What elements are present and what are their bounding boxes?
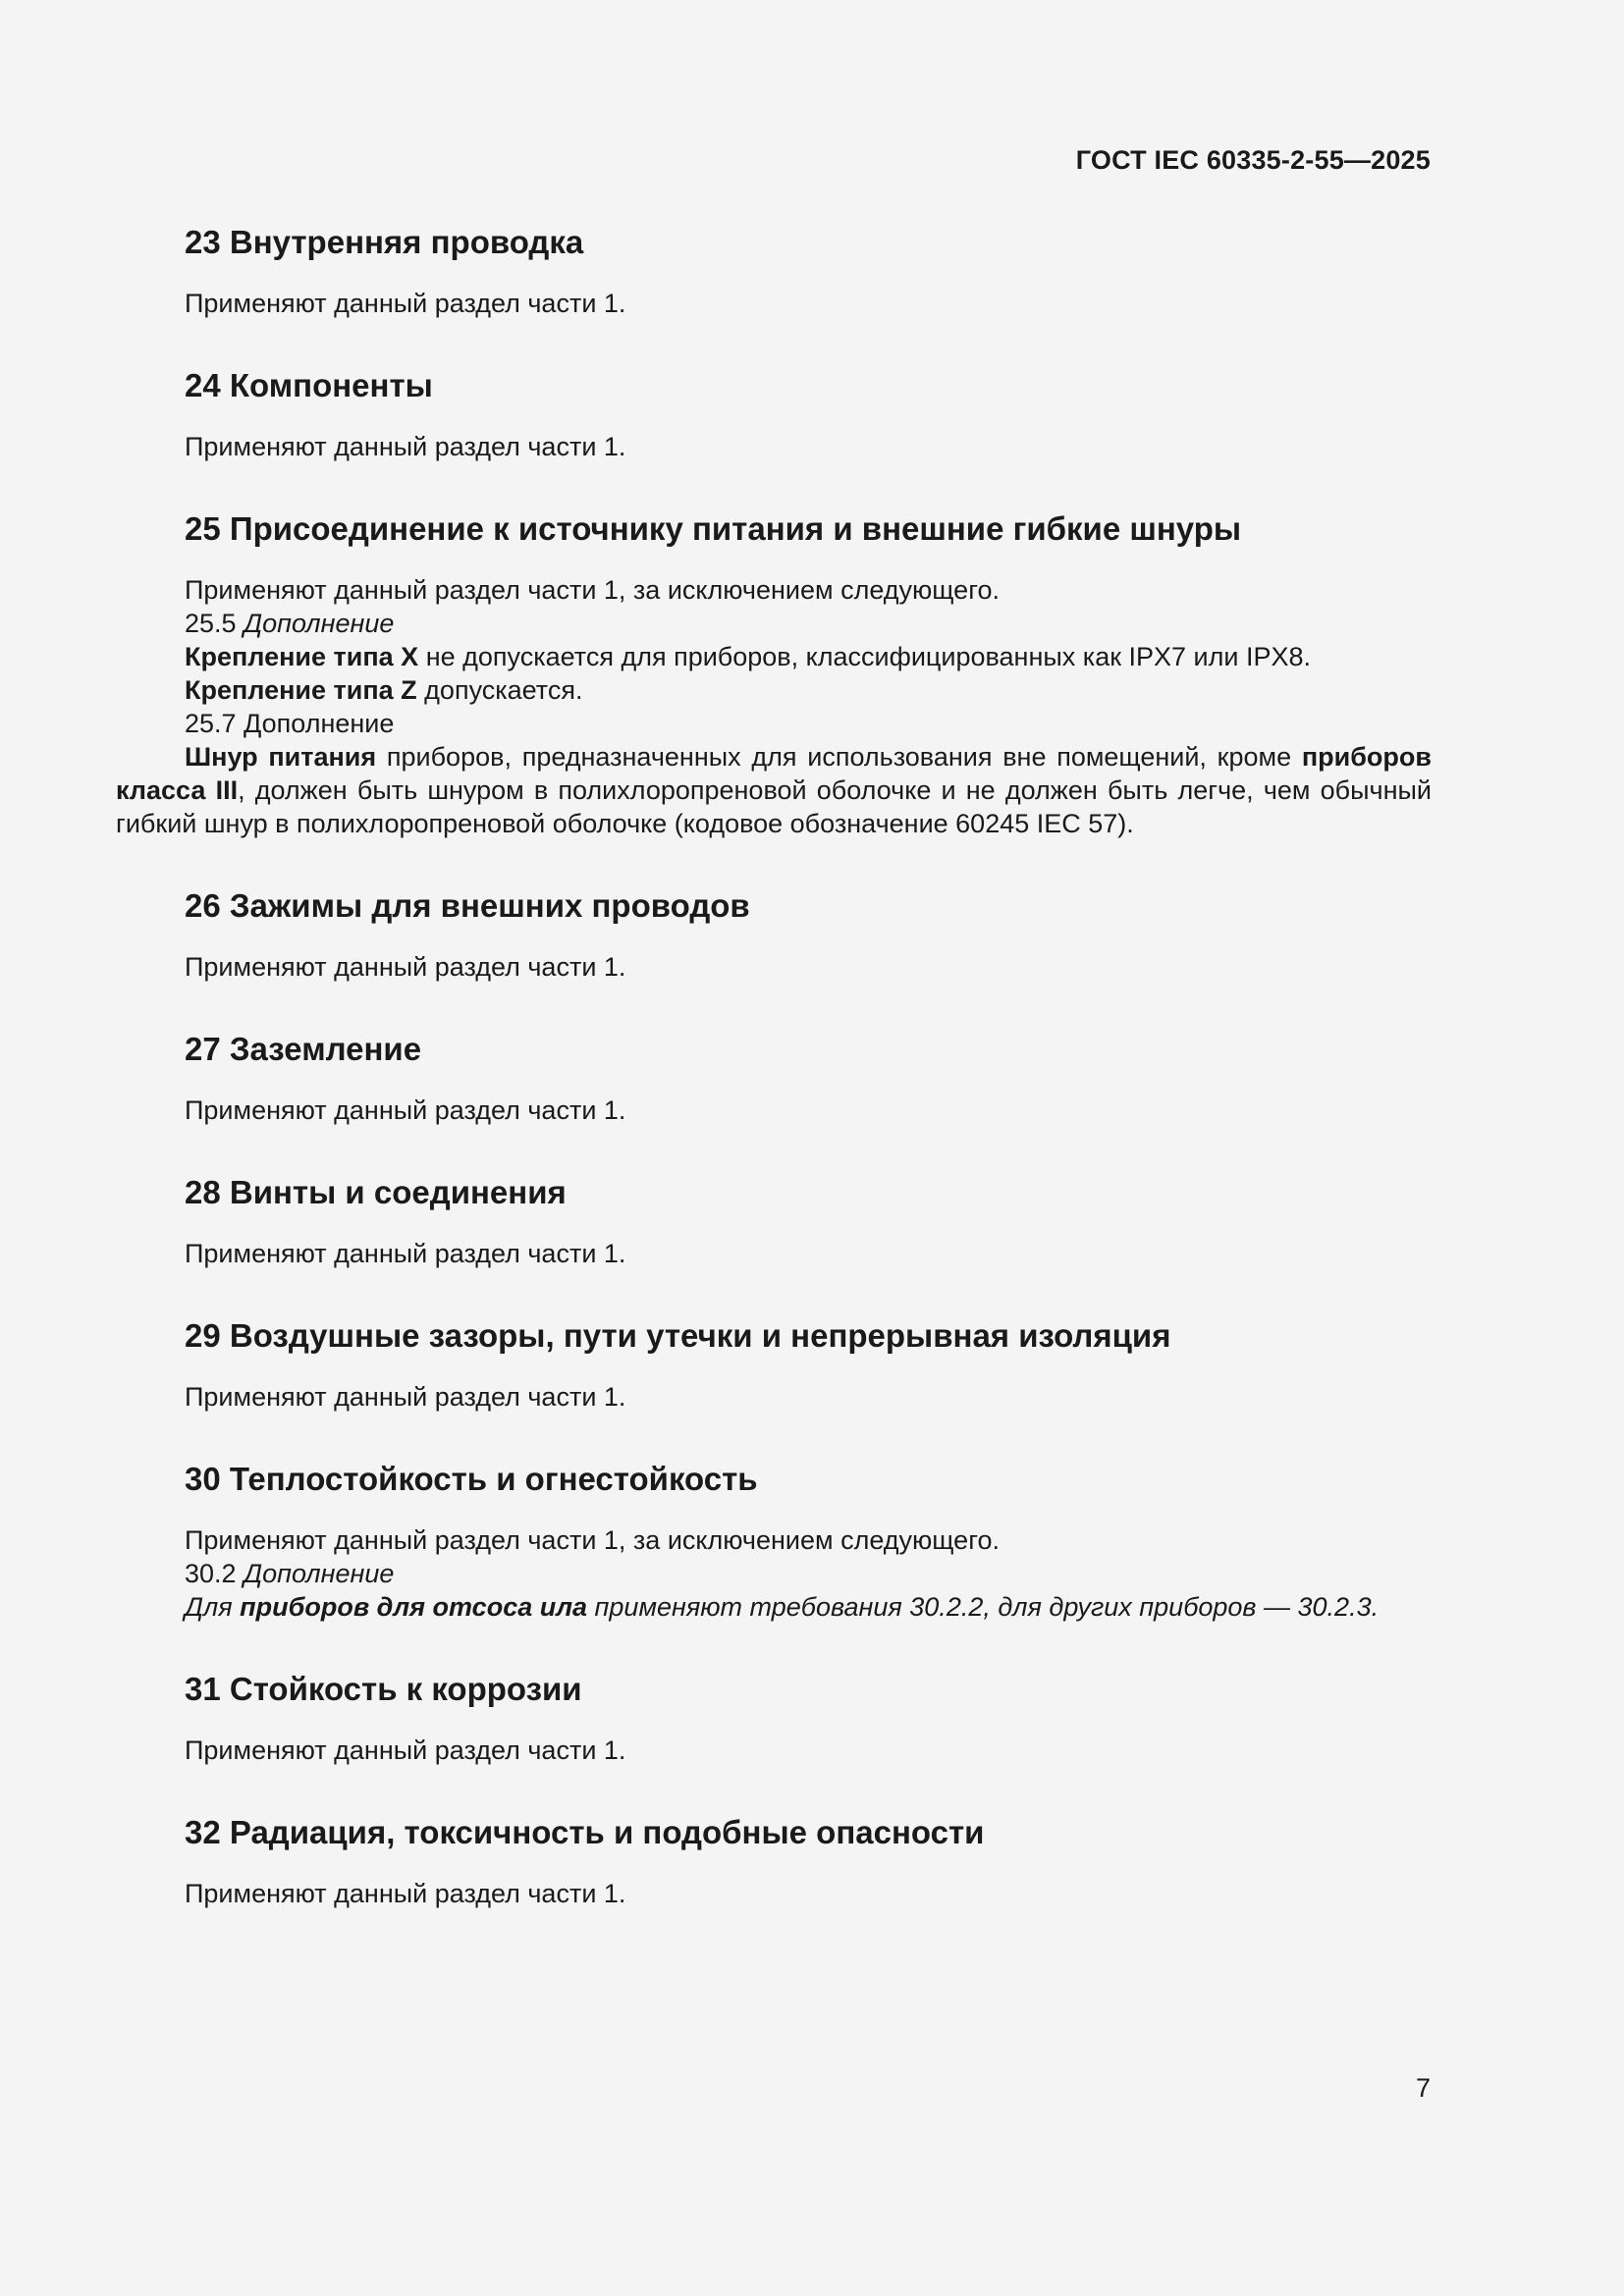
subclause-30-2-number: 30.2	[185, 1559, 237, 1588]
attachment-x-line	[185, 640, 1432, 673]
section-32	[116, 1812, 1432, 1910]
attachment-z-line	[185, 673, 1432, 707]
subclause-25-7: 25.7 Дополнение	[185, 709, 395, 738]
section-26-title: 26 Зажимы для внешних проводов	[185, 887, 750, 924]
requirement-suffix: применяют требования 30.2.2, для других приборов — 30.2.3.	[587, 1592, 1380, 1622]
section-31	[116, 1669, 1432, 1767]
sludge-requirement-line	[185, 1590, 1432, 1624]
section-25-title: 25 Присоединение к источнику питания и внешние гибкие шнуры	[185, 510, 1242, 547]
subclause-25-5-number: 25.5	[185, 609, 237, 638]
section-29-text: Применяют данный раздел части 1.	[185, 1382, 626, 1412]
section-30	[116, 1459, 1432, 1624]
page-number: 7	[1415, 2073, 1431, 2103]
section-26	[116, 885, 1432, 984]
section-29	[116, 1315, 1432, 1414]
section-24-title: 24 Компоненты	[185, 367, 433, 403]
section-28	[116, 1172, 1432, 1270]
supply-cord-text-2: , должен быть шнуром в полихлоропреновой оболочке и не должен быть легче, чем обычный гибкий шнур в полихлоропреновой оболочке (кодовое обозначение 60245 IEC 57).	[116, 775, 1432, 838]
requirement-prefix: Для	[185, 1592, 241, 1622]
class-iii-term: приборов класса III	[116, 742, 1432, 805]
section-28-title: 28 Винты и соединения	[185, 1174, 567, 1210]
section-31-text: Применяют данный раздел части 1.	[185, 1735, 626, 1765]
section-27-text: Применяют данный раздел части 1.	[185, 1095, 626, 1125]
section-27-title: 27 Заземление	[185, 1031, 422, 1067]
supply-cord-text-1: приборов, предназначенных для использования вне помещений, кроме	[376, 742, 1302, 772]
attachment-z-text: допускается.	[416, 675, 583, 705]
section-25-intro: Применяют данный раздел части 1, за исключением следующего.	[185, 575, 1000, 605]
section-28-text: Применяют данный раздел части 1.	[185, 1239, 626, 1268]
sludge-appliance-term: приборов для отсоса ила	[240, 1592, 588, 1622]
attachment-z-term: Крепление типа Z	[185, 675, 417, 705]
subclause-25-5-label: Дополнение	[244, 609, 395, 638]
section-23-text: Применяют данный раздел части 1.	[185, 289, 626, 318]
section-23	[116, 222, 1432, 320]
section-32-text: Применяют данный раздел части 1.	[185, 1879, 626, 1908]
section-24-text: Применяют данный раздел части 1.	[185, 432, 626, 461]
section-27	[116, 1029, 1432, 1127]
attachment-x-text: не допускается для приборов, классифицированных как IPX7 или IPX8.	[418, 642, 1312, 671]
section-31-title: 31 Стойкость к коррозии	[185, 1671, 582, 1707]
section-26-text: Применяют данный раздел части 1.	[185, 952, 626, 982]
section-25	[116, 508, 1432, 840]
document-body	[116, 222, 1432, 1955]
supply-cord-paragraph	[116, 740, 1432, 840]
section-32-title: 32 Радиация, токсичность и подобные опасности	[185, 1814, 985, 1850]
document-header: ГОСТ IEC 60335-2-55—2025	[1075, 145, 1431, 175]
subclause-30-2	[185, 1557, 1432, 1590]
supply-cord-term: Шнур питания	[185, 742, 377, 772]
section-24	[116, 365, 1432, 463]
subclause-30-2-label: Дополнение	[244, 1559, 395, 1588]
section-30-title: 30 Теплостойкость и огнестойкость	[185, 1461, 758, 1497]
subclause-25-5	[185, 607, 1432, 640]
section-23-title: 23 Внутренняя проводка	[185, 224, 584, 260]
section-30-intro: Применяют данный раздел части 1, за исключением следующего.	[185, 1525, 1000, 1555]
section-29-title: 29 Воздушные зазоры, пути утечки и непрерывная изоляция	[185, 1317, 1171, 1354]
attachment-x-term: Крепление типа X	[185, 642, 419, 671]
